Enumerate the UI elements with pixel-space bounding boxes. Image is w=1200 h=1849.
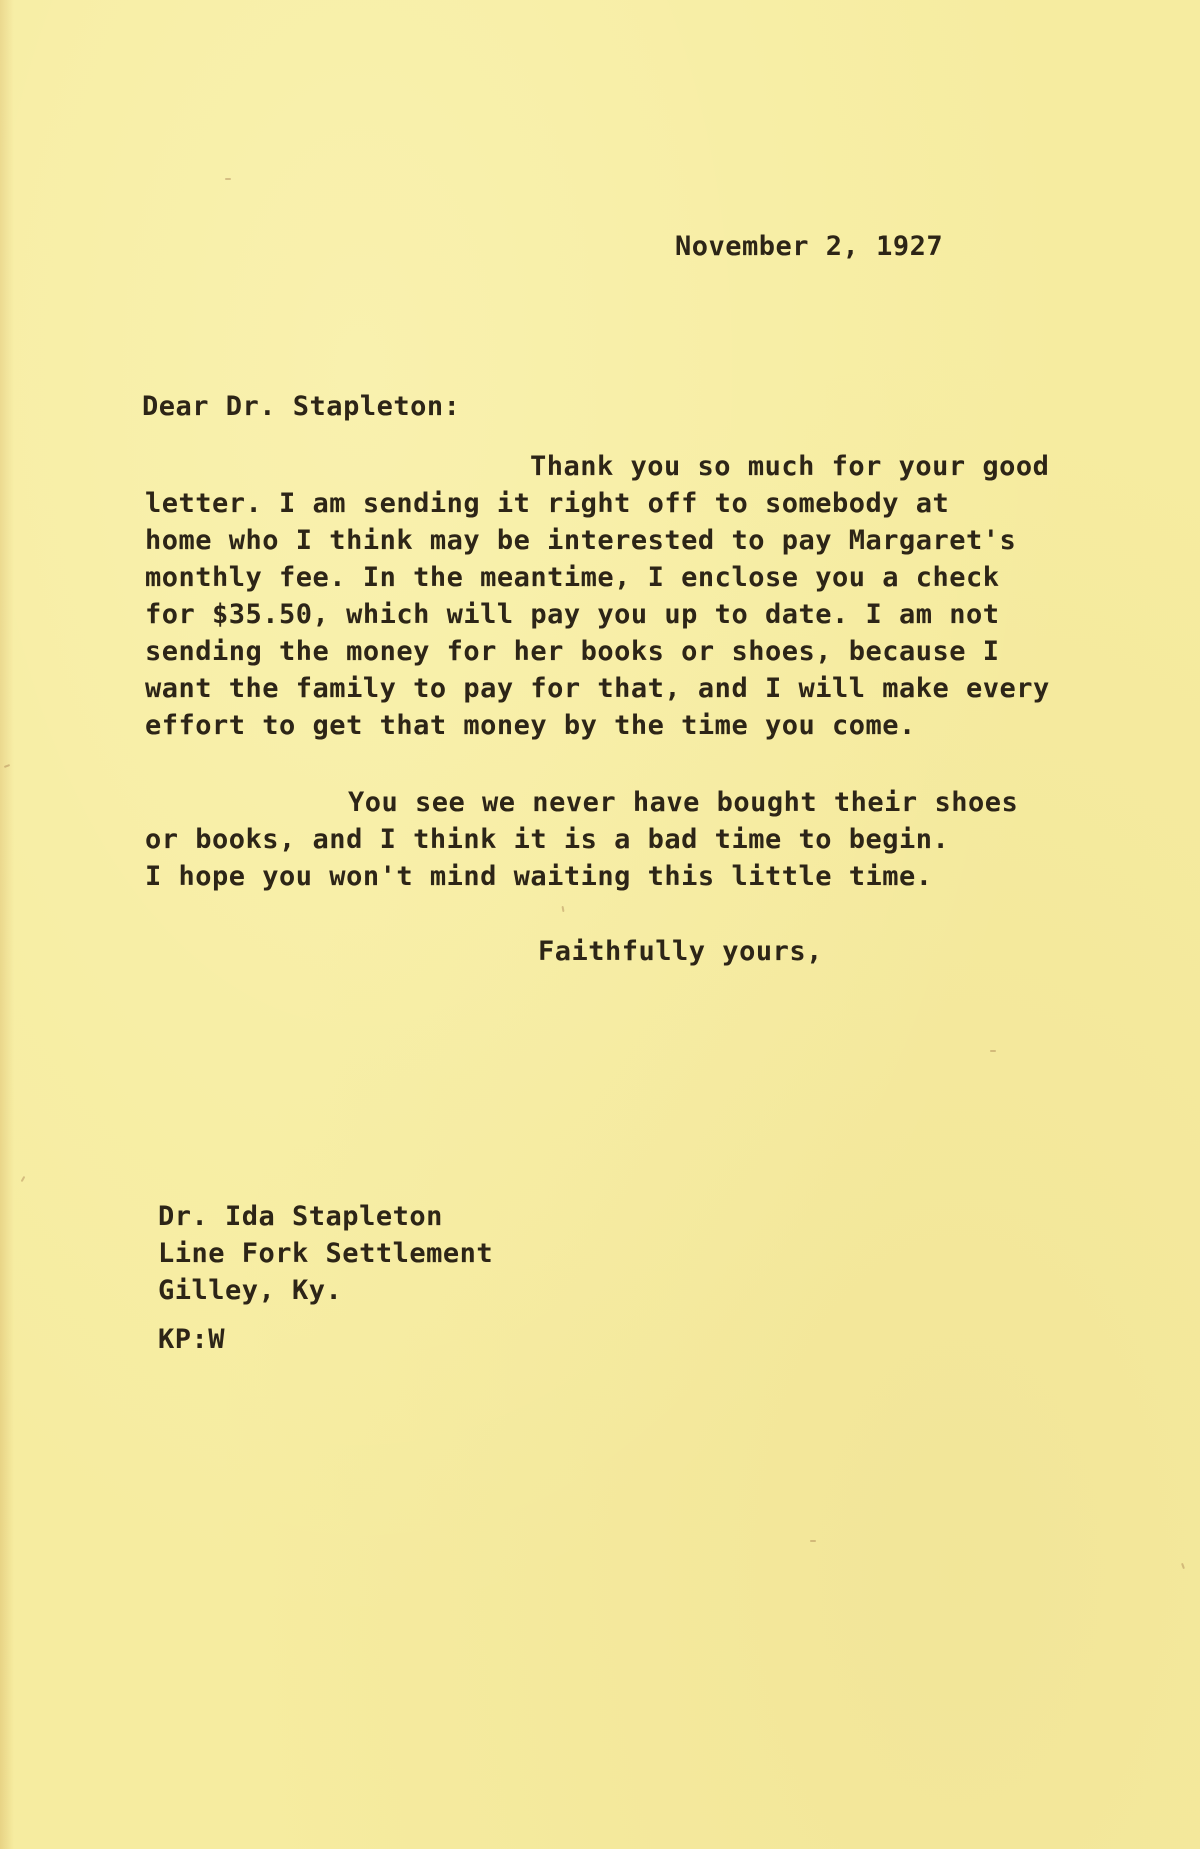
paragraph-2-line: I hope you won't mind waiting this little time. [145,861,933,892]
recipient-organization: Line Fork Settlement [158,1238,494,1269]
paper-fleck [810,1540,816,1542]
paragraph-1-line: effort to get that money by the time you come. [145,710,916,741]
paragraph-1-line: home who I think may be interested to pay Margaret's [145,525,1017,556]
paper-fleck [4,764,10,768]
paper-fleck [990,1050,996,1052]
paragraph-1-line: for $35.50, which will pay you up to date. I am not [145,599,1000,630]
paragraph-1-line: monthly fee. In the meantime, I enclose you a check [145,562,1000,593]
paragraph-2-first-line: You see we never have bought their shoes [348,787,1019,818]
paragraph-1-first-line: Thank you so much for your good [530,451,1050,482]
paragraph-1-line: want the family to pay for that, and I will make every [145,673,1050,704]
paper-fleck [561,906,564,912]
paper-fleck [21,1176,26,1182]
typist-initials: KP:W [158,1324,226,1355]
paper-fleck [1181,1563,1185,1569]
letter-closing: Faithfully yours, [538,936,823,967]
paragraph-2-line: or books, and I think it is a bad time to begin. [145,824,950,855]
paragraph-1-line: sending the money for her books or shoes, because I [145,636,1000,667]
paper-fleck [225,178,231,180]
paragraph-2-body [145,821,949,895]
letter-salutation: Dear Dr. Stapleton: [142,391,461,422]
recipient-address [158,1198,493,1309]
letter-date: November 2, 1927 [675,231,944,262]
recipient-location: Gilley, Ky. [158,1275,343,1306]
paragraph-1-line: letter. I am sending it right off to somebody at [145,488,950,519]
recipient-name: Dr. Ida Stapleton [158,1201,443,1232]
paragraph-1-body [145,485,1050,744]
